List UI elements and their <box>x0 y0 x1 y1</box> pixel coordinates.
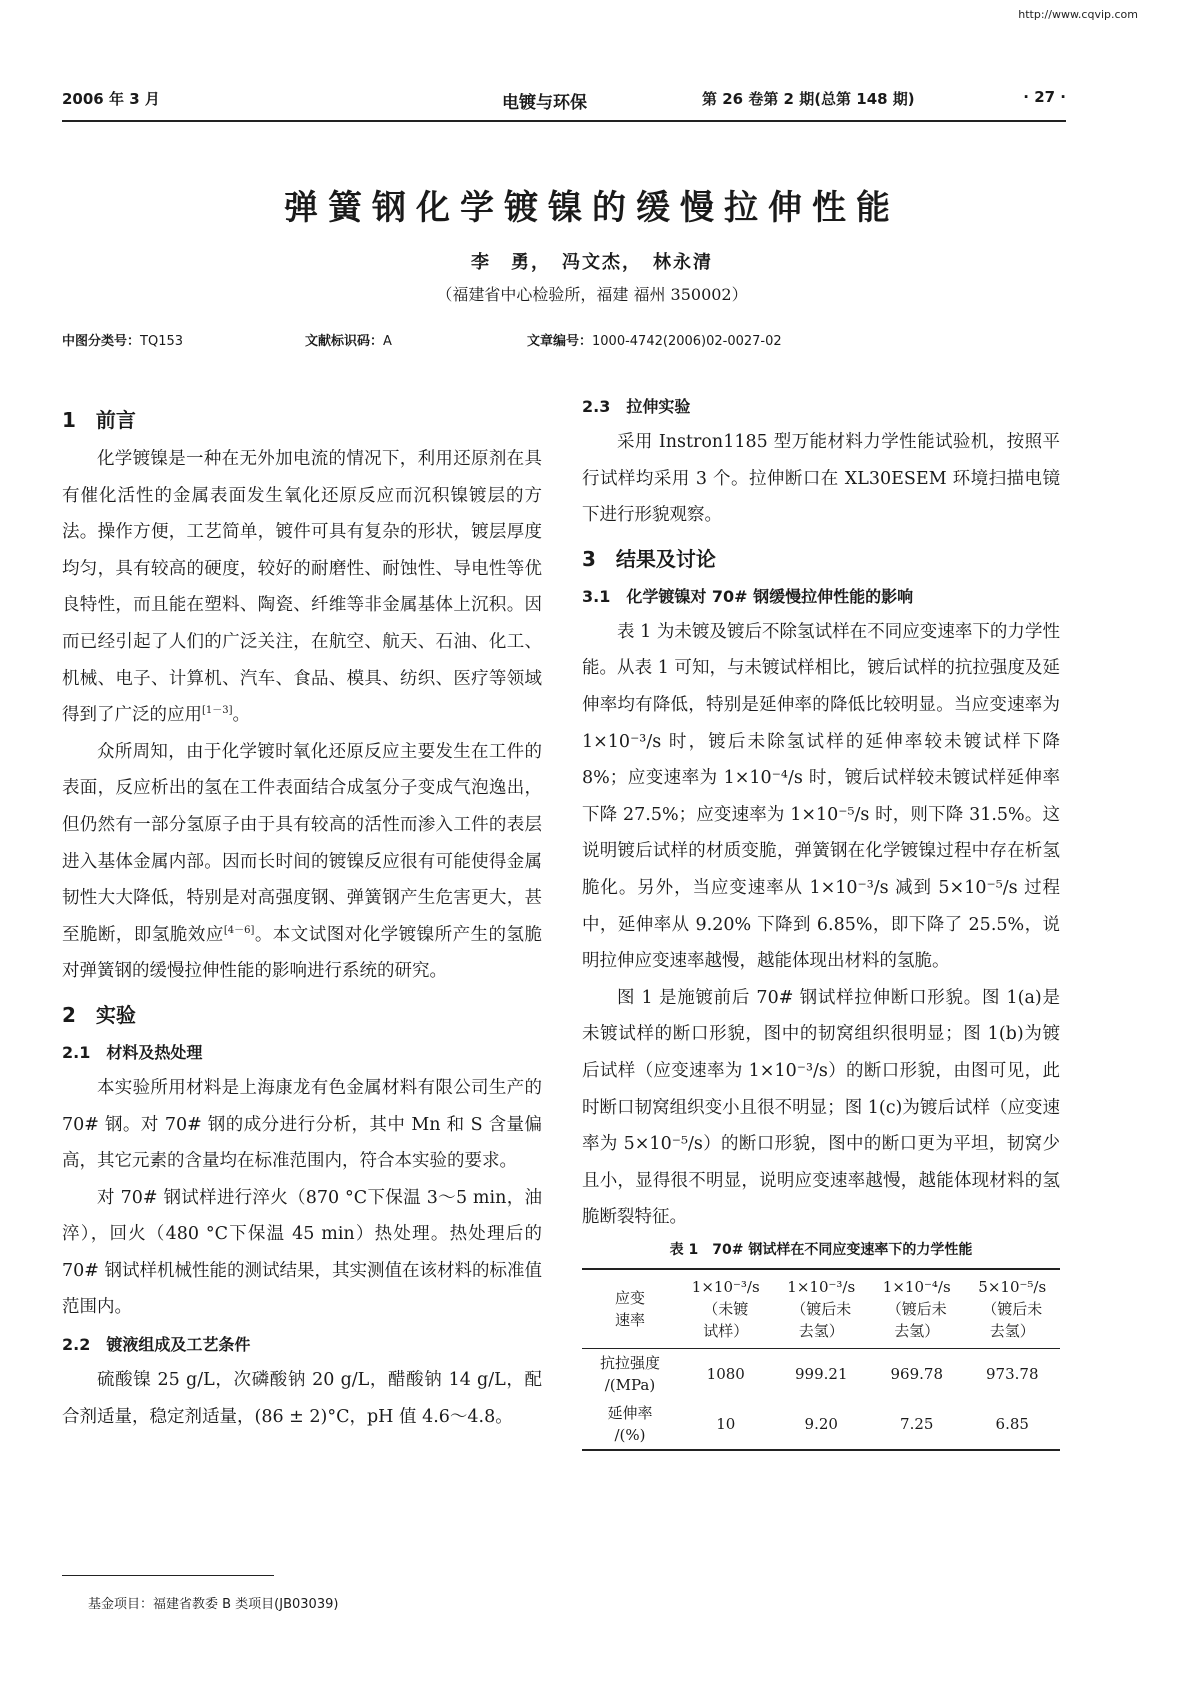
paragraph: 采用 Instron1185 型万能材料力学性能试验机，按照平行试样均采用 3 个。拉伸断口在 XL30ESEM 环境扫描电镜下进行形貌观察。 <box>582 432 1060 526</box>
mechanical-properties-table <box>582 1268 1060 1451</box>
clc-number <box>62 330 183 349</box>
citation: [1－3] <box>202 705 233 717</box>
table-caption: 表 1 70# 钢试样在不同应变速率下的力学性能 <box>669 1241 973 1258</box>
strain-rate: 1×10⁻⁴/s <box>882 1277 951 1296</box>
table-header-row <box>582 1269 1060 1349</box>
left-column <box>62 395 542 1435</box>
paragraph: 表 1 为未镀及镀后不除氢试样在不同应变速率下的力学性能。从表 1 可知，与未镀试样相比，镀后试样的抗拉强度及延伸率均有降低，特别是延伸率的降低比较明显。当应变速率为 1×10⁻³/s 时，镀后未除氢试样的延伸率较未镀试样下降 8%；应变速率为 1×10⁻⁴/s 时，镀后试样较未镀试样延伸率下降 27.5%；应变速率为 1×10⁻⁵/s 时，则下降 31.5%。这说明镀后试样的材质变脆，弹簧钢在化学镀镍过程中存在析氢脆化。另外，当应变速率从 1×10⁻³/s 减到 5×10⁻⁵/s 过程中，延伸率从 9.20% 下降到 6.85%，即下降了 25.5%，说明拉伸应变速率越慢，越能体现出材料的氢脆。 <box>582 621 1060 972</box>
table-cell: 999.21 <box>795 1364 848 1383</box>
right-column <box>582 388 1060 1451</box>
table-row <box>582 1399 1060 1450</box>
running-header <box>62 80 1066 122</box>
sample-condition: （镀后未 去氢） <box>886 1299 947 1340</box>
art-label: 文章编号： <box>527 334 593 349</box>
table-column-header <box>965 1269 1061 1349</box>
paragraph: 对 70# 钢试样进行淬火（870 °C下保温 3～5 min，油淬），回火（480 °C下保温 45 min）热处理。热处理后的 70# 钢试样机械性能的测试结果，其实测值在该材料的标准值范围内。 <box>62 1187 542 1318</box>
paragraph-text: 。 <box>232 705 251 726</box>
clc-label: 中图分类号： <box>62 334 141 349</box>
paragraph-text: 化学镀镍是一种在无外加电流的情况下，利用还原剂在具有催化活性的金属表面发生氧化还原反应而沉积镍镀层的方法。操作方便，工艺简单，镀件可具有复杂的形状，镀层厚度均匀，具有较高的硬度，较好的耐磨性、耐蚀性、导电性等优良特性，而且能在塑料、陶瓷、纤维等非金属基体上沉积。因而已经引起了人们的广泛关注，在航空、航天、石油、化工、机械、电子、计算机、汽车、食品、模具、纺织、医疗等领域得到了广泛的应用 <box>62 449 542 726</box>
section-2-title: 2 实验 <box>62 1002 136 1027</box>
footnote-rule <box>62 1575 274 1576</box>
paragraph-text: 众所周知，由于化学镀时氧化还原反应主要发生在工件的表面，反应析出的氢在工件表面结合成氢分子变成气泡逸出，但仍然有一部分氢原子由于具有较高的活性而渗入工件的表层进入基体金属内部。因而长时间的镀镍反应很有可能使得金属韧性大大降低，特别是对高强度钢、弹簧钢产生危害更大，甚至脆断，即氢脆效应 <box>62 741 542 945</box>
affiliation: （福建省中心检验所，福建 福州 350002） <box>436 285 748 304</box>
table-column-header <box>869 1269 965 1349</box>
row-label: 延伸率 /(%) <box>582 1399 678 1450</box>
table-corner-header: 应变 速率 <box>582 1269 678 1349</box>
section-3-1-title: 3.1 化学镀镍对 70# 钢缓慢拉伸性能的影响 <box>582 586 914 606</box>
authors: 李 勇， 冯文杰， 林永清 <box>471 252 713 273</box>
section-2-3-title: 2.3 拉伸实验 <box>582 397 691 416</box>
table-cell: 9.20 <box>774 1399 870 1450</box>
section-2-2-title: 2.2 镀液组成及工艺条件 <box>62 1335 251 1355</box>
table-cell: 7.25 <box>869 1399 965 1450</box>
table-column-header <box>678 1269 774 1349</box>
article-number <box>527 330 782 349</box>
sample-condition: （镀后未 去氢） <box>982 1299 1043 1340</box>
citation: [4－6] <box>223 924 255 936</box>
paragraph-text: 。本文试图对化学镀镍所产生的氢脆对弹簧钢的缓慢拉伸性能的影响进行系统的研究。 <box>62 924 543 982</box>
header-date: 2006 年 3 月 <box>62 90 160 108</box>
table-cell: 6.85 <box>965 1399 1061 1450</box>
table-cell: 1080 <box>706 1364 745 1383</box>
section-3-title: 3 结果及讨论 <box>582 546 716 571</box>
footnote-funding: 基金项目：福建省教委 B 类项目(JB03039) <box>88 1597 339 1612</box>
sample-condition: （镀后未 去氢） <box>791 1299 852 1340</box>
doc-label: 文献标识码： <box>305 334 384 349</box>
paragraph: 本实验所用材料是上海康龙有色金属材料有限公司生产的 70# 钢。对 70# 钢的成分进行分析，其中 Mn 和 S 含量偏高，其它元素的含量均在标准范围内，符合本实验的要求。 <box>62 1077 542 1172</box>
source-url: http://www.cqvip.com <box>1018 8 1138 21</box>
section-2-1-title: 2.1 材料及热处理 <box>62 1042 203 1062</box>
table-row <box>582 1348 1060 1399</box>
clc-value: TQ153 <box>140 334 184 349</box>
sample-condition: （未镀 试样） <box>703 1299 749 1340</box>
doc-value: A <box>383 334 392 349</box>
article-title: 弹簧钢化学镀镍的缓慢拉伸性能 <box>284 188 900 228</box>
table-cell: 969.78 <box>890 1364 943 1383</box>
strain-rate: 5×10⁻⁵/s <box>978 1277 1047 1296</box>
strain-rate: 1×10⁻³/s <box>691 1277 760 1296</box>
header-volume: 第 26 卷第 2 期(总第 148 期) <box>702 90 915 108</box>
art-value: 1000-4742(2006)02-0027-02 <box>592 334 782 349</box>
header-journal: 电镀与环保 <box>502 93 587 113</box>
document-code <box>305 330 392 349</box>
paragraph: 图 1 是施镀前后 70# 钢试样拉伸断口形貌。图 1(a)是未镀试样的断口形貌，图中的韧窝组织很明显；图 1(b)为镀后试样（应变速率为 1×10⁻³/s）的断口形貌，由图可见，此时断口韧窝组织变小且很不明显；图 1(c)为镀后试样（应变速率为 5×10⁻⁵/s）的断口形貌，图中的断口更为平坦，韧窝少且小，显得很不明显，说明应变速率越慢，越能体现材料的氢脆断裂特征。 <box>582 987 1060 1228</box>
paragraph <box>62 441 542 734</box>
header-page-number: · 27 · <box>1023 88 1066 106</box>
table-column-header <box>774 1269 870 1349</box>
table-cell: 10 <box>678 1399 774 1450</box>
paragraph: 硫酸镍 25 g/L，次磷酸钠 20 g/L，醋酸钠 14 g/L，配合剂适量，稳定剂适量，(86 ± 2)°C，pH 值 4.6～4.8。 <box>62 1370 542 1427</box>
strain-rate: 1×10⁻³/s <box>787 1277 856 1296</box>
section-1-title: 1 前言 <box>62 408 136 432</box>
paragraph <box>62 734 542 990</box>
table-cell: 973.78 <box>986 1364 1039 1383</box>
row-label: 抗拉强度 /(MPa) <box>599 1353 660 1394</box>
